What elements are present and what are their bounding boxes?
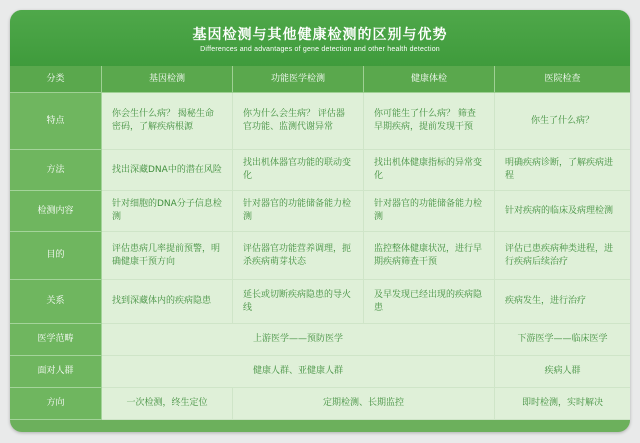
table-row bbox=[10, 232, 630, 280]
table-cell-merged: 定期检测、长期监控 bbox=[233, 388, 495, 420]
table-cell: 针对细胞的DNA分子信息检测 bbox=[102, 191, 233, 232]
row-label: 方法 bbox=[10, 150, 102, 191]
table-row bbox=[10, 356, 630, 388]
table-cell: 针对器官的功能储备能力检测 bbox=[364, 191, 495, 232]
column-header-health-checkup: 健康体检 bbox=[364, 66, 495, 93]
table-cell: 你可能生了什么病？ 筛查早期疾病，提前发现干预 bbox=[364, 93, 495, 150]
header bbox=[10, 10, 630, 66]
column-header-category: 分类 bbox=[10, 66, 102, 93]
table-cell: 评估已患疾病种类进程，进行疾病后续治疗 bbox=[495, 232, 630, 280]
row-label: 特点 bbox=[10, 93, 102, 150]
table-cell: 延长或切断疾病隐患的导火线 bbox=[233, 280, 364, 324]
table-row bbox=[10, 280, 630, 324]
row-label: 医学范畴 bbox=[10, 324, 102, 356]
column-header-functional-medicine: 功能医学检测 bbox=[233, 66, 364, 93]
comparison-table bbox=[10, 66, 630, 420]
table-row bbox=[10, 324, 630, 356]
comparison-card bbox=[10, 10, 630, 432]
table-row bbox=[10, 388, 630, 420]
table-cell: 找出机体健康指标的异常变化 bbox=[364, 150, 495, 191]
table-cell: 评估患病几率提前预警，明确健康干预方向 bbox=[102, 232, 233, 280]
table-cell: 疾病发生，进行治疗 bbox=[495, 280, 630, 324]
table-cell: 监控整体健康状况，进行早期疾病筛查干预 bbox=[364, 232, 495, 280]
column-header-hospital-exam: 医院检查 bbox=[495, 66, 630, 93]
table-cell: 及早发现已经出现的疾病隐患 bbox=[364, 280, 495, 324]
row-label: 目的 bbox=[10, 232, 102, 280]
page-subtitle: Differences and advantages of gene detection and other health detection bbox=[200, 46, 440, 53]
table-cell: 针对器官的功能储备能力检测 bbox=[233, 191, 364, 232]
table-cell: 评估器官功能营养调理，扼杀疾病萌芽状态 bbox=[233, 232, 364, 280]
table-cell: 找出深藏DNA中的潜在风险 bbox=[102, 150, 233, 191]
table-row bbox=[10, 93, 630, 150]
table-cell: 疾病人群 bbox=[495, 356, 630, 388]
table-cell-merged: 健康人群、亚健康人群 bbox=[102, 356, 495, 388]
table-cell: 找到深藏体内的疾病隐患 bbox=[102, 280, 233, 324]
table-row bbox=[10, 191, 630, 232]
table-cell: 即时检测，实时解决 bbox=[495, 388, 630, 420]
table-row bbox=[10, 150, 630, 191]
row-label: 面对人群 bbox=[10, 356, 102, 388]
row-label: 方向 bbox=[10, 388, 102, 420]
column-header-gene-test: 基因检测 bbox=[102, 66, 233, 93]
row-label: 关系 bbox=[10, 280, 102, 324]
table-cell: 针对疾病的临床及病理检测 bbox=[495, 191, 630, 232]
table-cell: 找出机体器官功能的联动变化 bbox=[233, 150, 364, 191]
table-header-row bbox=[10, 66, 630, 93]
table-cell: 下游医学——临床医学 bbox=[495, 324, 630, 356]
table-cell: 你为什么会生病？ 评估器官功能、监测代谢异常 bbox=[233, 93, 364, 150]
table-cell: 你生了什么病？ bbox=[495, 93, 630, 150]
table-cell: 一次检测，终生定位 bbox=[102, 388, 233, 420]
table-cell-merged: 上游医学——预防医学 bbox=[102, 324, 495, 356]
row-label: 检测内容 bbox=[10, 191, 102, 232]
table-cell: 明确疾病诊断，了解疾病进程 bbox=[495, 150, 630, 191]
table-cell: 你会生什么病？ 揭秘生命密码，了解疾病根源 bbox=[102, 93, 233, 150]
page-title: 基因检测与其他健康检测的区别与优势 bbox=[192, 27, 448, 43]
